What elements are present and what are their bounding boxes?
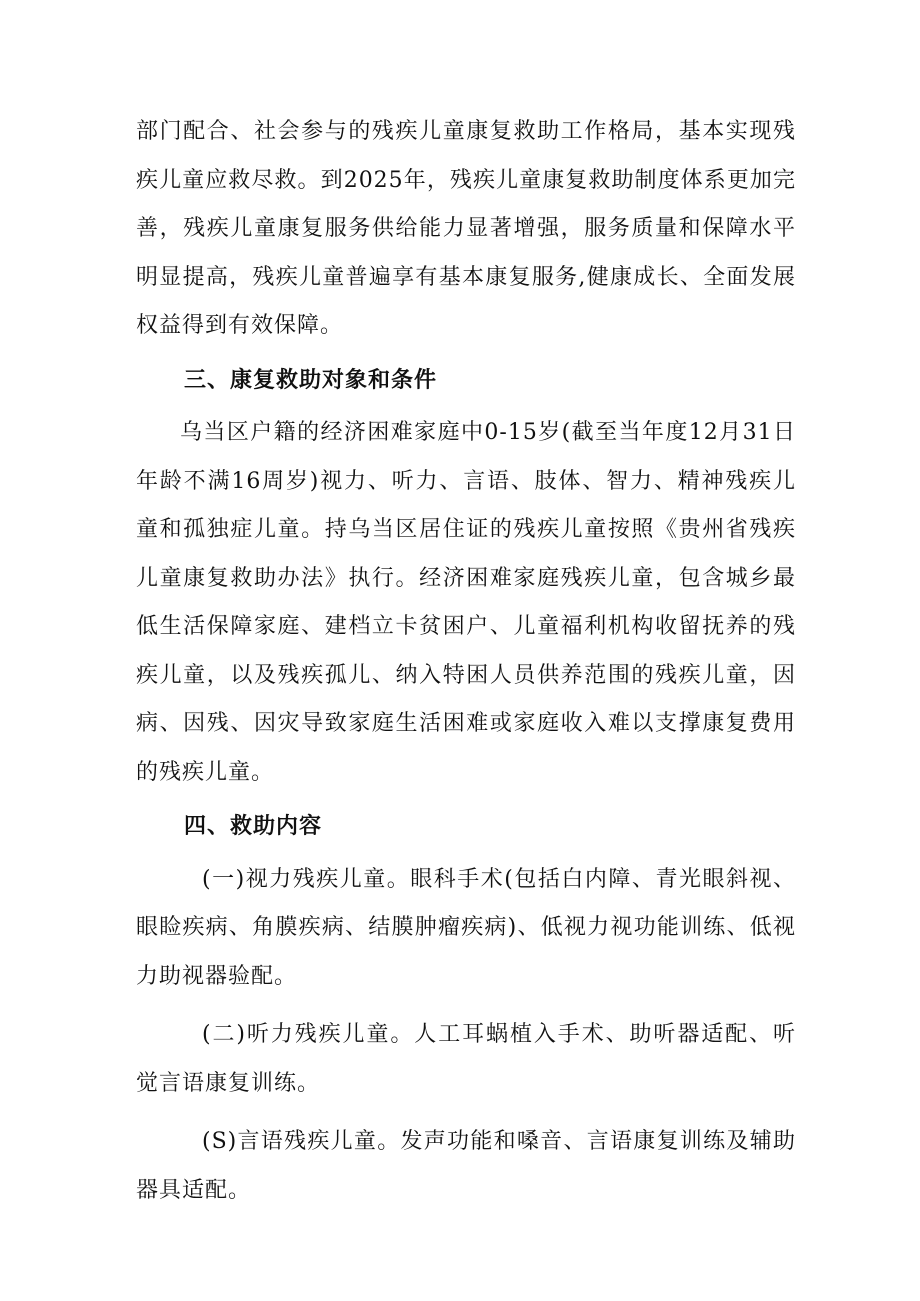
paragraph-speech: (S)言语残疾儿童。发声功能和嗓音、言语康复训练及辅助器具适配。 [136,1129,796,1203]
paragraph-visual: (一)视力残疾儿童。眼科手术(包括白内障、青光眼斜视、眼睑疾病、角膜疾病、结膜肿瘤疾病)、低视力视功能训练、低视力助视器验配。 [136,866,796,989]
document-body [136,108,796,1215]
section-heading-3: 三、康复救助对象和条件 [184,367,438,393]
section-heading-4: 四、救助内容 [184,814,323,839]
paragraph-goals: 部门配合、社会参与的残疾儿童康复救助工作格局，基本实现残疾儿童应救尽救。到2025年，残疾儿童康复救助制度体系更加完善，残疾儿童康复服务供给能力显著增强，服务质量和保障水平明显提高，残疾儿童普遍享有基本康复服务,健康成长、全面发展权益得到有效保障。 [136,119,796,338]
paragraph-hearing: (二)听力残疾儿童。人工耳蜗植入手术、助听器适配、听觉言语康复训练。 [136,1022,796,1096]
paragraph-eligibility: 乌当区户籍的经济困难家庭中0-15岁(截至当年度12月31日年龄不满16周岁)视力、听力、言语、肢体、智力、精神残疾儿童和孤独症儿童。持乌当区居住证的残疾儿童按照《贵州省残疾儿童康复救助办法》执行。经济困难家庭残疾儿童，包含城乡最低生活保障家庭、建档立卡贫困户、儿童福利机构收留抚养的残疾儿童，以及残疾孤儿、纳入特困人员供养范围的残疾儿童，因病、因残、因灾导致家庭生活困难或家庭收入难以支撑康复费用的残疾儿童。 [136,420,796,785]
